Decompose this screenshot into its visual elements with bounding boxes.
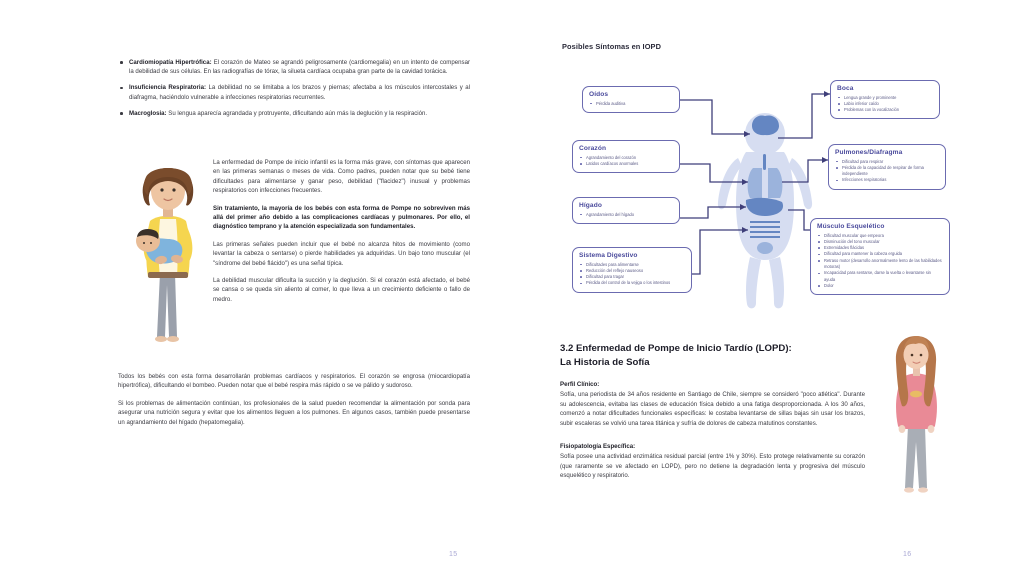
list-item xyxy=(118,109,470,118)
clinical-bullet-list-block xyxy=(118,58,470,118)
node-item-list xyxy=(579,212,673,218)
node-item: Pérdida de la capacidad de respirar de forma independiente xyxy=(835,165,939,178)
clinical-bullet-list xyxy=(118,58,470,118)
node-item-list xyxy=(579,155,673,168)
paragraph: La debilidad muscular dificulta la succión y la deglución. Si el corazón está afectado, el bebé se cansa o se queda sin aliento al comer, lo que lleva a un crecimiento deficiente o fallo de medro. xyxy=(213,277,470,303)
sofia-illustration xyxy=(884,330,950,500)
section-heading-line-2: La Historia de Sofía xyxy=(560,357,650,368)
node-item: Dificultad para respirar xyxy=(835,159,939,165)
node-item: Dificultades para alimentarse xyxy=(579,262,685,268)
node-item-list xyxy=(835,159,939,184)
diagram-node-boca[interactable] xyxy=(830,80,940,119)
node-item: Latidos cardíacos anormales xyxy=(579,161,673,167)
diagram-node-oidos[interactable] xyxy=(582,86,680,113)
central-body-figure xyxy=(718,113,812,308)
block-text: Sofía posee una actividad enzimática residual parcial (entre 1% y 30%). Esto protege relativamente su corazón (que raramente se ve afectado en LOPD), pero no detiene la degradación lenta y progresiva del músculo esquelético y respiratorio. xyxy=(560,453,865,480)
section-body xyxy=(560,380,865,481)
bullet-term: Insuficiencia Respiratoria: xyxy=(129,84,206,92)
node-title: Hígado xyxy=(579,202,602,209)
block-lead: Perfil Clínico: xyxy=(560,381,600,388)
bullet-text: Su lengua aparecía agrandada y protruyente, dificultando aún más la deglución y la respiración. xyxy=(166,109,428,117)
node-item: Problemas con la vocalización xyxy=(837,107,933,113)
narrow-text-column xyxy=(213,158,470,304)
right-page xyxy=(512,0,1024,576)
diagram-node-higado[interactable] xyxy=(572,197,680,224)
node-item: Incapacidad para sentarse, darse la vuelta o levantarse sin ayuda xyxy=(817,270,943,283)
paragraph: Las primeras señales pueden incluir que el bebé no alcanza hitos de movimiento (como levantar la cabeza o sentarse) o pierde habilidades ya adquiridas. Un bajo tono muscular (el "síndrome del bebé flácido") es una señal típica. xyxy=(213,240,470,267)
diagram-node-sistema-digestivo[interactable] xyxy=(572,247,692,293)
node-title: Músculo Esquelético xyxy=(817,223,885,230)
list-item xyxy=(118,58,470,77)
block-text: Sofía, una periodista de 34 años residente en Santiago de Chile, siempre se consideró "poco atlética". Durante su adolescencia, evitaba las clases de educación física debido a una fatiga desproporcionada. A los 30 años, comenzó a notar dificultades funcionales específicas: le costaba levantarse de sillas bajas sin usar los brazos, subir escaleras se volvió una tarea titánica y sufría de dolores de cabeza matutinos constantes. xyxy=(560,391,865,427)
paragraph: Todos los bebés con esta forma desarrollarán problemas cardíacos y respiratorios. El corazón se engrosa (miocardiopatía hipertrófica), dificultando el bombeo. Pueden notar que el bebé respira más rápido o se ve pálido y sudoroso. xyxy=(118,373,470,390)
node-item: Agrandamiento del hígado xyxy=(579,212,673,218)
diagram-node-musculo-esqueletico[interactable] xyxy=(810,218,950,295)
bullet-term: Cardiomiopatía Hipertrófica: xyxy=(129,59,212,66)
page-title xyxy=(560,342,890,370)
node-item: Pérdida auditiva xyxy=(589,101,673,107)
node-item: Labio inferior caído xyxy=(837,101,933,107)
paragraph: La enfermedad de Pompe de inicio infantil es la forma más grave, con síntomas que aparecen en las primeras semanas o meses de vida. Como padres, pueden notar que su bebé tiene dificultades para alimentarse y ganar peso, debilidad ("flacidez") inusual y problemas respiratorios con infecciones frecuentes. xyxy=(213,159,470,195)
node-title: Pulmones/Diafragma xyxy=(835,149,903,156)
diagram-title: Posibles Síntomas en IOPD xyxy=(562,42,662,51)
wide-text-column xyxy=(118,372,470,427)
node-item-list xyxy=(579,262,685,287)
node-item: Reducción del reflejo nauseoso xyxy=(579,268,685,274)
page-number: 15 xyxy=(449,551,458,558)
node-title: Boca xyxy=(837,85,854,92)
node-item: Dolor xyxy=(817,283,943,289)
node-item: Dificultad muscular que empeora xyxy=(817,233,943,239)
node-item: Dificultad para tragar xyxy=(579,274,685,280)
node-item: Extremidades flácidas xyxy=(817,245,943,251)
node-item-list xyxy=(817,233,943,290)
node-title: Oídos xyxy=(589,91,609,98)
paragraph: Si los problemas de alimentación continúan, los profesionales de la salud pueden recomendar la alimentación por sonda para asegurar una nutrición segura y evitar que los alimentos lleguen a los pulmones. En algunos casos, también puede presentarse un agrandamiento del hígado (hepatomegalia). xyxy=(118,399,470,426)
node-item-list xyxy=(837,95,933,114)
mother-and-baby-illustration xyxy=(122,155,214,345)
pathophysiology-block xyxy=(560,442,865,481)
bullet-text: El corazón de Mateo se agrandó peligrosamente (cardiomegalia) en un intento de compensar la debilidad de sus células. En las radiografías de tórax, la silueta cardíaca ocupaba gran parte de la cavidad torácica. xyxy=(129,59,471,76)
clinical-profile-block xyxy=(560,380,865,428)
node-item-list xyxy=(589,101,673,107)
bullet-text: La debilidad no se limitaba a los brazos y piernas; afectaba a los músculos intercostales y al diafragma, haciéndolo vulnerable a infecciones respiratorias recurrentes. xyxy=(129,84,470,101)
section-heading-line-1: 3.2 Enfermedad de Pompe de Inicio Tardío (LOPD): xyxy=(560,343,792,354)
paragraph-emphasis: Sin tratamiento, la mayoría de los bebés con esta forma de Pompe no sobreviven más allá del primer año debido a las complicaciones cardíacas y pulmonares. Por ello, el diagnóstico temprano y la atención especializada son fundamentales. xyxy=(213,204,470,231)
list-item xyxy=(118,83,470,102)
node-item: Agrandamiento del corazón xyxy=(579,155,673,161)
node-item: Dificultad para mantener la cabeza erguida xyxy=(817,251,943,257)
node-item: Infecciones respiratorias xyxy=(835,177,939,183)
page-number: 16 xyxy=(903,551,912,558)
node-item: Disminución del tono muscular xyxy=(817,239,943,245)
iopd-symptoms-diagram xyxy=(560,42,980,332)
node-title: Sistema Digestivo xyxy=(579,252,638,259)
node-item: Pérdida del control de la vejiga o los intestinos xyxy=(579,280,685,286)
node-item: Retraso motor (desarrollo anormalmente lento de las habilidades motoras) xyxy=(817,258,943,271)
diagram-node-corazon[interactable] xyxy=(572,140,680,173)
node-title: Corazón xyxy=(579,145,607,152)
block-lead: Fisiopatología Específica: xyxy=(560,443,636,451)
bullet-term: Macroglosia: xyxy=(129,109,167,117)
node-item: Lengua grande y prominente xyxy=(837,95,933,101)
diagram-node-pulmones-diafragma[interactable] xyxy=(828,144,946,190)
